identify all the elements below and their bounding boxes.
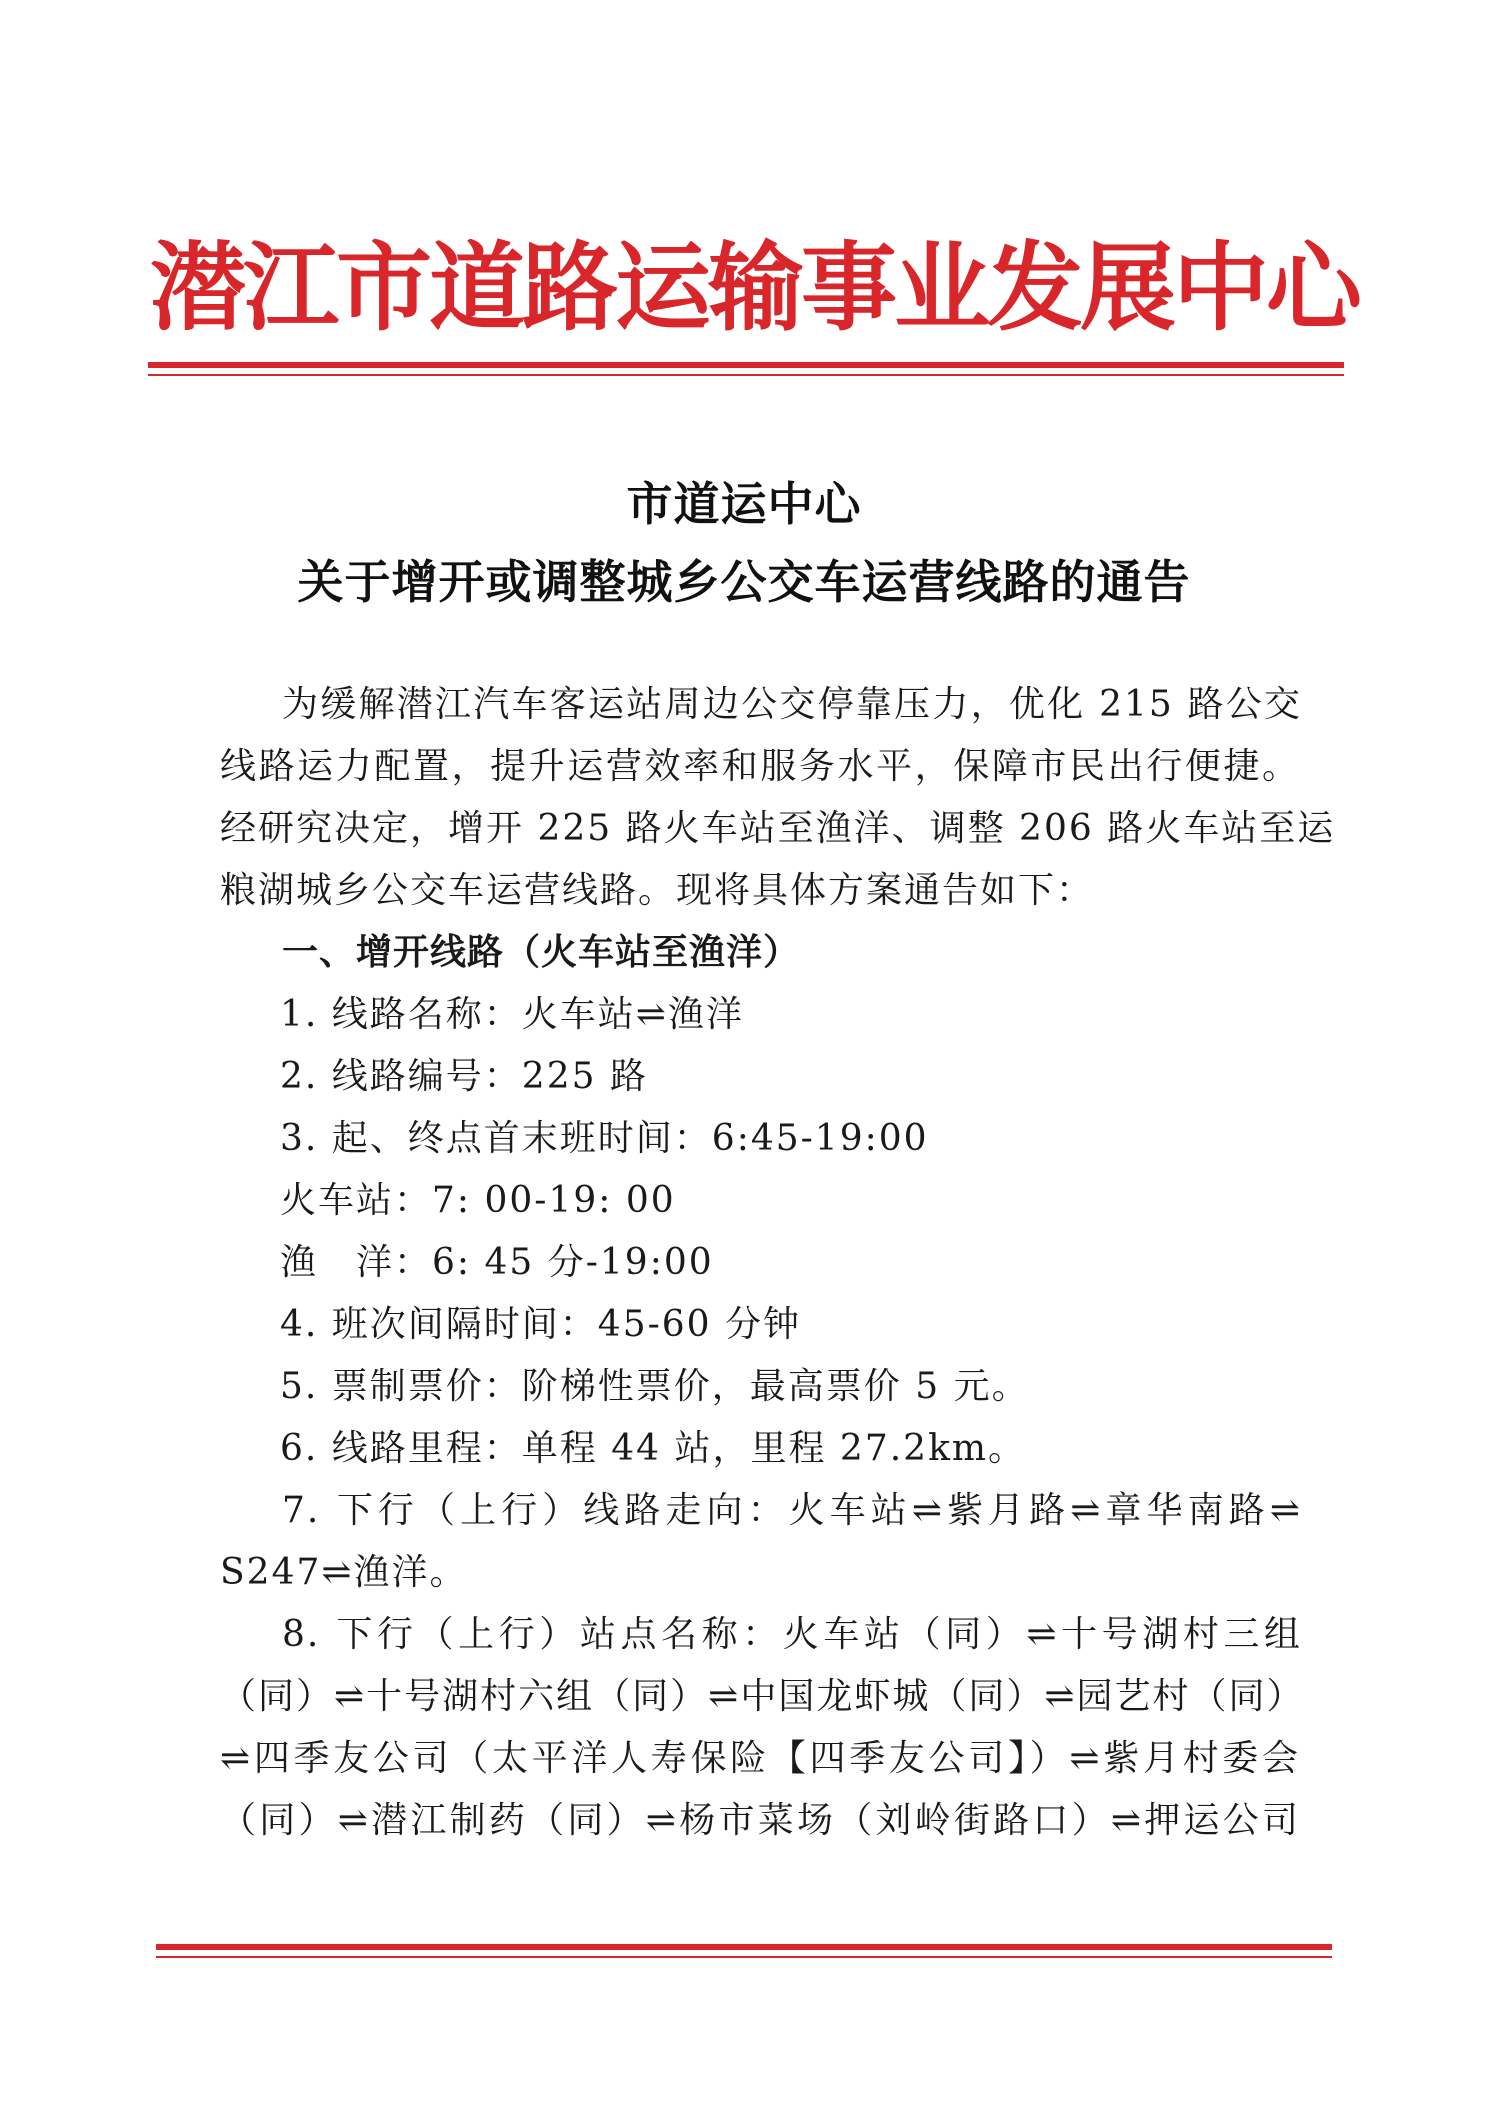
item-route-name: 1. 线路名称：火车站⇌渔洋 [280,994,744,1035]
section1-heading: 一、增开线路（火车站至渔洋） [282,932,801,973]
item-fare: 5. 票制票价：阶梯性票价，最高票价 5 元。 [280,1366,1030,1407]
item-hours-yuyang: 渔 洋：6: 45 分-19:00 [280,1242,714,1283]
item-service-hours: 3. 起、终点首末班时间：6:45-19:00 [280,1118,929,1159]
item-direction-line-1: 7. 下行（上行）线路走向：火车站⇌紫月路⇌章华南路⇌ [282,1490,1302,1531]
footer-rule-thin [156,1956,1332,1958]
intro-line-4: 粮湖城乡公交车运营线路。现将具体方案通告如下： [220,870,1095,911]
item-stops-line-3: ⇌四季友公司（太平洋人寿保险【四季友公司】）⇌紫月村委会 [220,1738,1300,1779]
doc-title-line1: 市道运中心 [626,477,862,531]
intro-line-3: 经研究决定，增开 225 路火车站至渔洋、调整 206 路火车站至运 [220,808,1336,849]
item-route-number: 2. 线路编号：225 路 [280,1056,648,1097]
item-stops-line-2: （同）⇌十号湖村六组（同）⇌中国龙虾城（同）⇌园艺村（同） [220,1676,1305,1717]
letterhead-org-name: 潜江市道路运输事业发展中心 [150,232,1359,344]
item-stops-line-4: （同）⇌潜江制药（同）⇌杨市菜场（刘岭街路口）⇌押运公司 [220,1800,1300,1841]
footer-rule-thick [156,1944,1332,1950]
item-mileage: 6. 线路里程：单程 44 站，里程 27.2km。 [280,1428,1027,1469]
item-interval: 4. 班次间隔时间：45-60 分钟 [280,1304,802,1345]
item-stops-line-1: 8. 下行（上行）站点名称：火车站（同）⇌十号湖村三组 [282,1614,1302,1655]
letterhead-rule-thick [148,362,1344,368]
letterhead-rule-thin [148,374,1344,376]
intro-line-1: 为缓解潜江汽车客运站周边公交停靠压力，优化 215 路公交 [282,684,1302,725]
item-direction-line-2: S247⇌渔洋。 [220,1552,468,1593]
doc-title-line2: 关于增开或调整城乡公交车运营线路的通告 [297,555,1191,609]
intro-line-2: 线路运力配置，提升运营效率和服务水平，保障市民出行便捷。 [220,746,1300,787]
item-hours-station: 火车站：7: 00-19: 00 [280,1180,676,1221]
